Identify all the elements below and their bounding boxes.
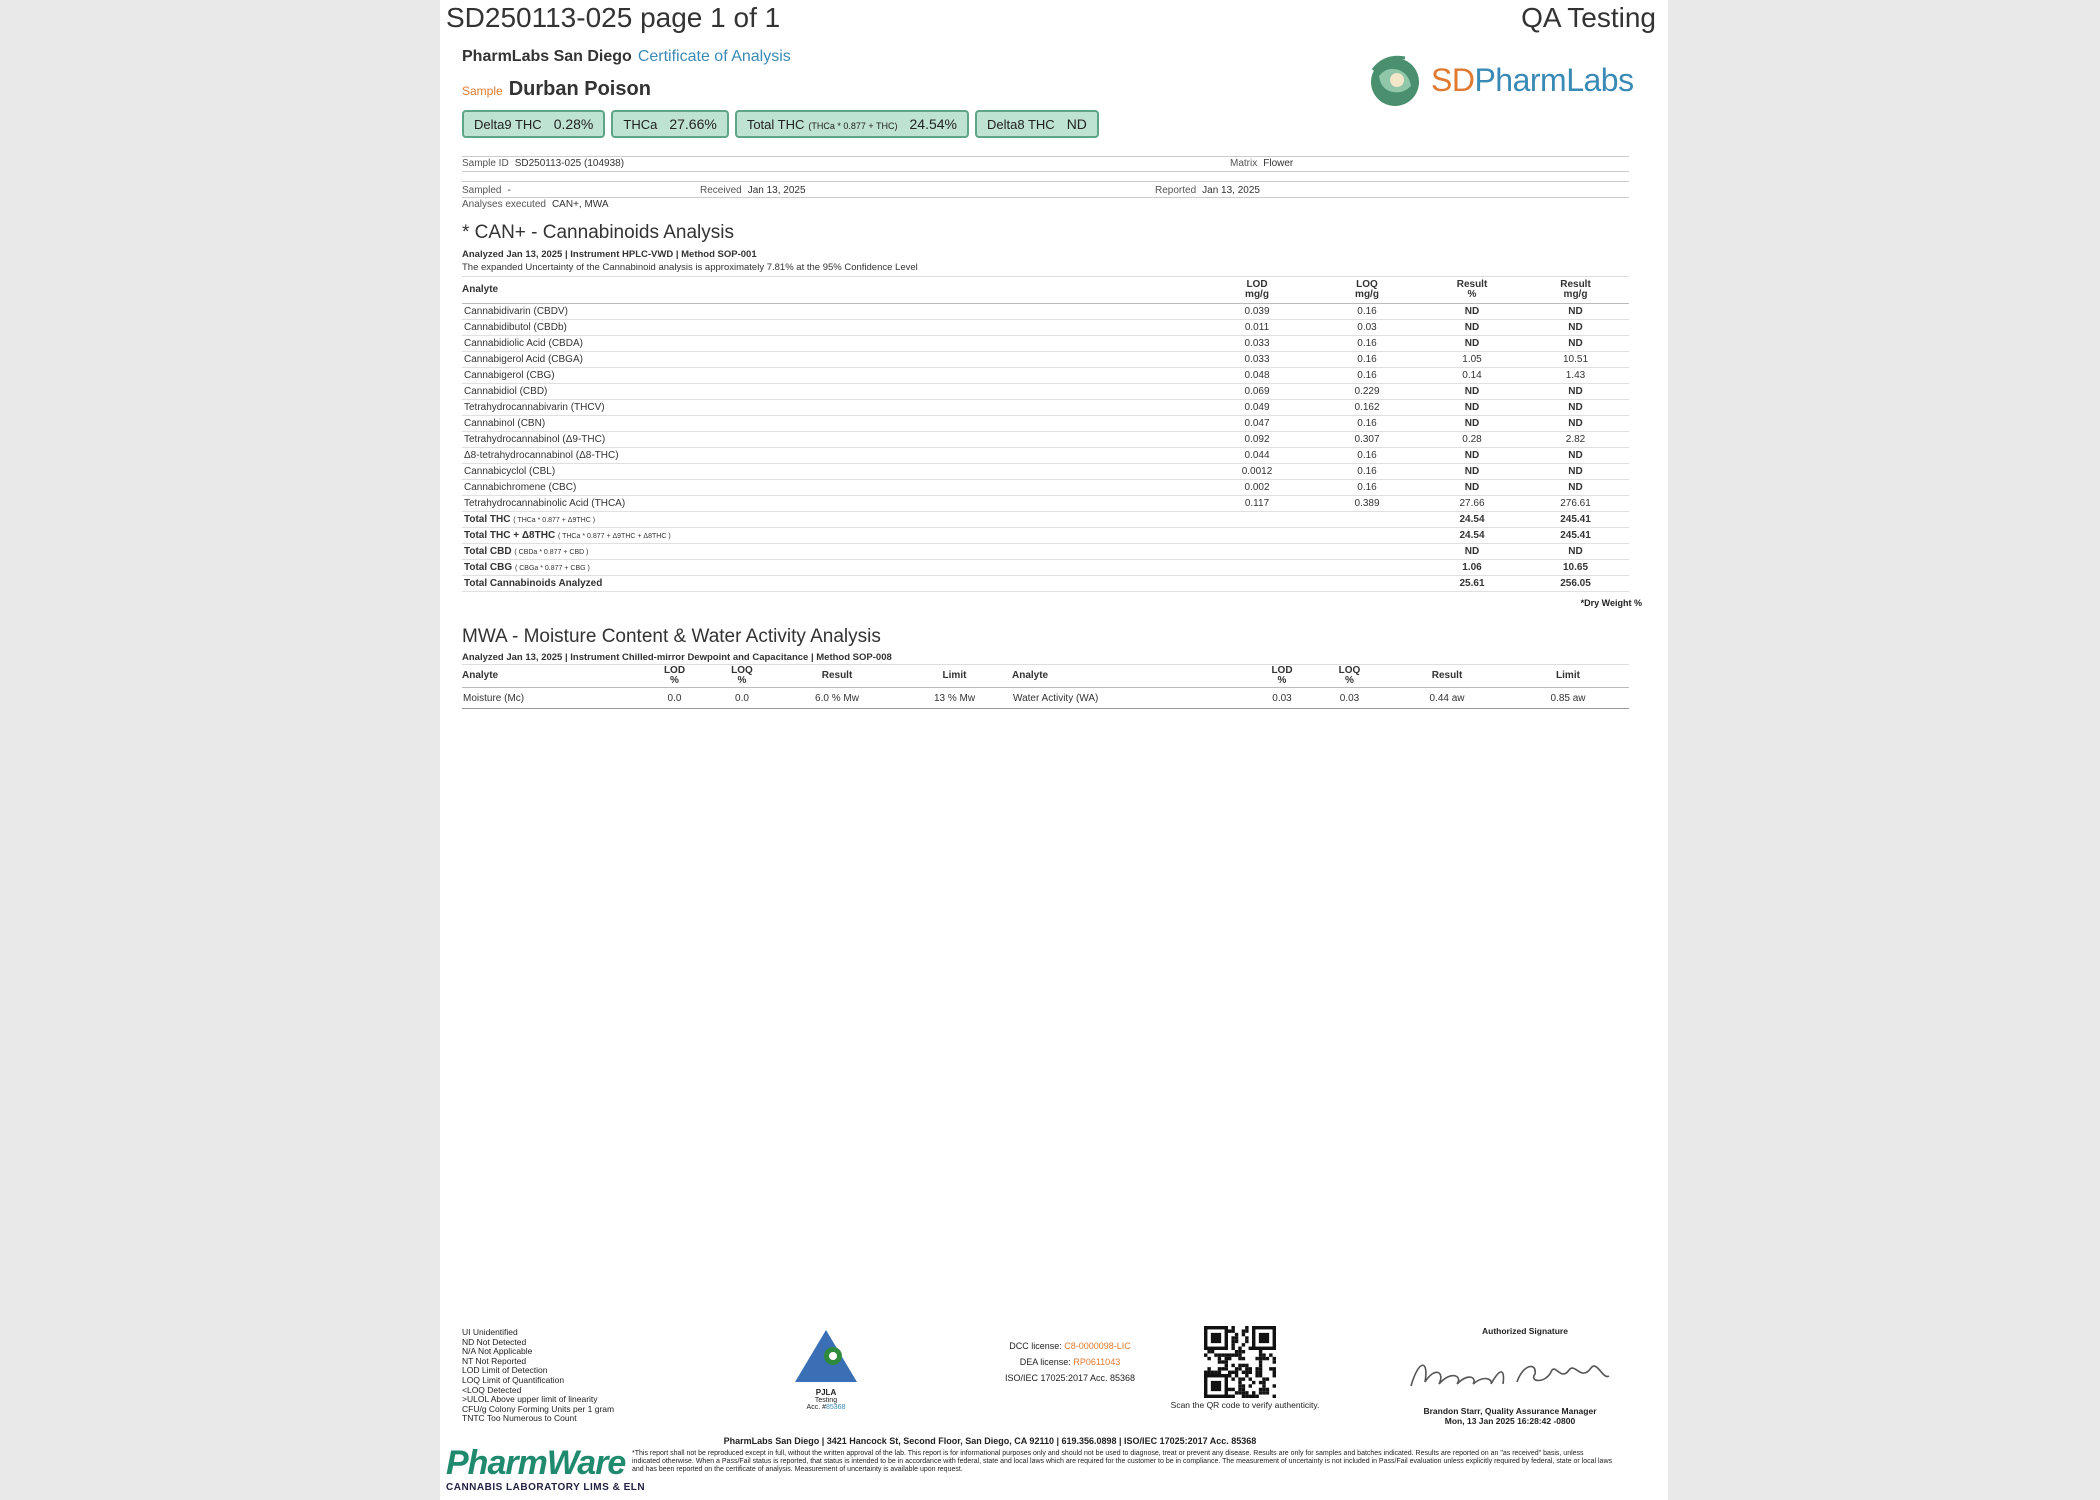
analyte-name: Δ8-tetrahydrocannabinol (Δ8-THC): [462, 448, 1202, 464]
sample-title: [462, 78, 651, 101]
table-row: [462, 320, 1629, 336]
sample-name: Durban Poison: [508, 78, 651, 100]
mwa-col-loq: [707, 665, 777, 688]
empty-cell: [1312, 528, 1422, 544]
total-pct: 24.54: [1422, 512, 1522, 528]
result-pct: ND: [1422, 416, 1522, 432]
wa-lod: 0.03: [1252, 688, 1312, 709]
empty-cell: [1202, 512, 1312, 528]
result-pct: 1.05: [1422, 352, 1522, 368]
sample-id-field: [462, 158, 624, 169]
analyte-name: Cannabinol (CBN): [462, 416, 1202, 432]
matrix-value: Flower: [1263, 158, 1294, 169]
dea-license: [980, 1354, 1160, 1370]
mwa-lod-label-2: LOD: [1271, 665, 1293, 676]
total-row: [462, 560, 1629, 576]
result-mg: ND: [1522, 336, 1629, 352]
moisture-analyte: Moisture (Mc): [462, 688, 642, 709]
mwa-col-lod-2: [1252, 665, 1312, 688]
abbreviation-legend: [462, 1328, 614, 1424]
result-mg: ND: [1522, 304, 1629, 320]
lab-address: PharmLabs San Diego | 3421 Hancock St, Second Floor, San Diego, CA 92110 | 619.356.0898 | ISO/IEC 17025:2017 Acc. 85368: [723, 1436, 1257, 1446]
total-pct: 1.06: [1422, 560, 1522, 576]
mwa-loq-label: LOQ: [731, 665, 753, 676]
legend-item: LOD Limit of Detection: [462, 1365, 548, 1376]
table-row: [462, 416, 1629, 432]
can-section-title: * CAN+ - Cannabinoids Analysis: [462, 222, 734, 243]
loq-value: 0.16: [1312, 368, 1422, 384]
result-mg: 2.82: [1522, 432, 1629, 448]
dea-label: DEA license:: [1019, 1357, 1071, 1367]
lod-value: 0.092: [1202, 432, 1312, 448]
qa-status: QA Testing: [1521, 2, 1656, 33]
mwa-lod-label: LOD: [663, 665, 686, 676]
analyte-name: Tetrahydrocannabivarin (THCV): [462, 400, 1202, 416]
loq-value: 0.229: [1312, 384, 1422, 400]
analyte-name: Cannabichromene (CBC): [462, 480, 1202, 496]
mwa-col-loq-2: [1312, 665, 1387, 688]
loq-value: 0.16: [1312, 304, 1422, 320]
result-pct: ND: [1422, 384, 1522, 400]
result-pct: 0.28: [1422, 432, 1522, 448]
lod-value: 0.044: [1202, 448, 1312, 464]
total-formula: ( THCa * 0.877 + Δ9THC ): [513, 517, 596, 524]
sampled-value: -: [507, 185, 511, 196]
table-row: [462, 384, 1629, 400]
analyte-name: Tetrahydrocannabinolic Acid (THCA): [462, 496, 1202, 512]
mwa-col-analyte-2: Analyte: [1012, 665, 1252, 688]
badge-value: 27.66%: [669, 116, 717, 132]
logo-sd: SD: [1431, 61, 1475, 98]
badge-label: Delta9 THC: [474, 117, 542, 132]
table-row: [462, 448, 1629, 464]
lod-value: 0.002: [1202, 480, 1312, 496]
mwa-col-lod: [642, 665, 707, 688]
mwa-col-limit-2: Limit: [1507, 665, 1629, 688]
empty-cell: [1202, 576, 1312, 592]
legend-item: <LOQ Detected: [462, 1384, 522, 1395]
sampled-label: Sampled: [462, 185, 502, 196]
mwa-col-result: Result: [777, 665, 897, 688]
legend-item: TNTC Too Numerous to Count: [462, 1413, 577, 1424]
coa-page: [440, 0, 1668, 1500]
table-row: [462, 336, 1629, 352]
mwa-subtitle: Analyzed Jan 13, 2025 | Instrument Chilled-mirror Dewpoint and Capacitance | Method SOP-008: [462, 652, 892, 663]
analyte-name: Cannabidibutol (CBDb): [462, 320, 1202, 336]
moisture-result: 6.0 % Mw: [777, 688, 897, 709]
result-pct: ND: [1422, 480, 1522, 496]
page-header: [446, 0, 1656, 36]
result-mg: ND: [1522, 384, 1629, 400]
total-label: [462, 544, 1202, 560]
table-header-row: [462, 277, 1629, 304]
dea-value: RP0611043: [1073, 1357, 1121, 1367]
loq-value: 0.16: [1312, 464, 1422, 480]
sample-label: Sample: [462, 84, 503, 98]
mwa-loq-unit: %: [737, 675, 747, 686]
lod-value: 0.069: [1202, 384, 1312, 400]
col-r1-label: Result: [1456, 279, 1488, 290]
badge-delta9-thc: [462, 110, 605, 138]
lab-name: PharmLabs San Diego: [462, 48, 632, 65]
received-label: Received: [700, 185, 742, 196]
result-mg: ND: [1522, 464, 1629, 480]
total-mg: ND: [1522, 544, 1629, 560]
moisture-loq: 0.0: [707, 688, 777, 709]
col-lod-unit: mg/g: [1245, 289, 1269, 300]
total-formula: ( THCa * 0.877 + Δ9THC + Δ8THC ): [557, 533, 671, 540]
col-result-mg: [1522, 277, 1629, 304]
col-analyte: Analyte: [462, 277, 1202, 304]
analyte-name: Tetrahydrocannabinol (Δ9-THC): [462, 432, 1202, 448]
result-mg: ND: [1522, 416, 1629, 432]
can-subtitle: Analyzed Jan 13, 2025 | Instrument HPLC-VWD | Method SOP-001: [462, 249, 757, 260]
lod-value: 0.033: [1202, 336, 1312, 352]
reported-field: [1155, 185, 1260, 196]
analyte-name: Cannabidiol (CBD): [462, 384, 1202, 400]
legend-item: LOQ Limit of Quantification: [462, 1374, 565, 1385]
table-row: [462, 368, 1629, 384]
wa-analyte: Water Activity (WA): [1012, 688, 1252, 709]
result-pct: ND: [1422, 400, 1522, 416]
table-row: [462, 464, 1629, 480]
total-pct: ND: [1422, 544, 1522, 560]
lod-value: 0.117: [1202, 496, 1312, 512]
analyses-label: Analyses executed: [462, 199, 546, 210]
total-label: [462, 560, 1202, 576]
total-label: [462, 528, 1202, 544]
mwa-col-limit: Limit: [897, 665, 1012, 688]
disclaimer: *This report shall not be reproduced except in full, without the written approval of the lab. This report is for informational purposes only and should not be used to diagnose, treat or prevent any disease. Results are only for samples and batches indicated. Results are reported on an "as received" basis, unless indicated otherwise. When a Pass/Fail status is reported, that status is intended to be in accordance with federal, state and local laws which are required for the customer to be in compliance. The measurement of uncertainty is not included in Pass/Fail evaluation unless explicitly required by federal, state or local laws and has been reported on the certificate of analysis. Measurement of uncertainty is available upon request.: [632, 1450, 1612, 1473]
mwa-loq-unit-2: %: [1345, 675, 1354, 686]
badge-value: 0.28%: [553, 116, 594, 132]
signature-date: Mon, 13 Jan 2025 16:28:42 -0800: [1444, 1416, 1576, 1426]
mwa-section-title: MWA - Moisture Content & Water Activity Analysis: [462, 626, 881, 647]
lod-value: 0.011: [1202, 320, 1312, 336]
wa-loq: 0.03: [1312, 688, 1387, 709]
loq-value: 0.162: [1312, 400, 1422, 416]
loq-value: 0.307: [1312, 432, 1422, 448]
total-formula: ( CBDa * 0.877 + CBD ): [514, 549, 589, 556]
mwa-header-row: [462, 665, 1629, 688]
result-mg: ND: [1522, 448, 1629, 464]
col-loq-unit: mg/g: [1355, 289, 1379, 300]
result-mg: 1.43: [1522, 368, 1629, 384]
result-mg: ND: [1522, 480, 1629, 496]
loq-value: 0.16: [1312, 352, 1422, 368]
total-row: [462, 544, 1629, 560]
table-row: [462, 304, 1629, 320]
signature-scribble-icon: [1405, 1352, 1615, 1396]
wa-result: 0.44 aw: [1387, 688, 1507, 709]
result-pct: ND: [1422, 448, 1522, 464]
loq-value: 0.16: [1312, 336, 1422, 352]
empty-cell: [1202, 560, 1312, 576]
total-label: [462, 512, 1202, 528]
mwa-lod-unit: %: [670, 675, 679, 686]
empty-cell: [1312, 512, 1422, 528]
mwa-col-result-2: Result: [1387, 665, 1507, 688]
result-pct: ND: [1422, 320, 1522, 336]
analyses-value: CAN+, MWA: [551, 199, 609, 210]
matrix-field: [1230, 158, 1293, 169]
logo-pharmlabs: PharmLabs: [1474, 61, 1634, 98]
badge-value: ND: [1066, 116, 1087, 132]
col-result-pct: [1422, 277, 1522, 304]
legend-item: ND Not Detected: [462, 1336, 527, 1347]
badge-formula: (THCa * 0.877 + THC): [808, 121, 898, 131]
iso-accreditation: ISO/IEC 17025:2017 Acc. 85368: [1004, 1373, 1136, 1383]
lod-value: 0.049: [1202, 400, 1312, 416]
total-row: [462, 512, 1629, 528]
mwa-col-analyte: Analyte: [462, 665, 642, 688]
total-name: Total CBD: [464, 546, 512, 557]
moisture-lod: 0.0: [642, 688, 707, 709]
signer-name: Brandon Starr, Quality Assurance Manager: [1423, 1406, 1597, 1416]
moisture-limit: 13 % Mw: [897, 688, 1012, 709]
matrix-label: Matrix: [1230, 158, 1258, 169]
table-row: [462, 432, 1629, 448]
cannabinoid-table: [462, 276, 1629, 592]
result-pct: 27.66: [1422, 496, 1522, 512]
lod-value: 0.039: [1202, 304, 1312, 320]
badge-thca: [611, 110, 728, 138]
qr-caption: Scan the QR code to verify authenticity.: [1170, 1400, 1320, 1410]
pjla-acc: [788, 1404, 864, 1411]
total-row: [462, 528, 1629, 544]
table-row: [462, 480, 1629, 496]
mwa-row: [462, 688, 1629, 709]
badge-total-thc: [735, 110, 969, 138]
sampled-field: [462, 185, 511, 196]
total-mg: 245.41: [1522, 528, 1629, 544]
reported-value: Jan 13, 2025: [1202, 185, 1260, 196]
table-row: [462, 352, 1629, 368]
loq-value: 0.16: [1312, 448, 1422, 464]
total-row: [462, 576, 1629, 592]
analyses-field: [462, 199, 609, 210]
result-pct: ND: [1422, 304, 1522, 320]
total-name: Total THC: [464, 514, 511, 525]
handwritten-signature: [1390, 1352, 1630, 1404]
lod-value: 0.047: [1202, 416, 1312, 432]
legend-item: NT Not Reported: [462, 1355, 527, 1366]
can-uncertainty: The expanded Uncertainty of the Cannabinoid analysis is approximately 7.81% at the 95% Confidence Level: [462, 262, 918, 273]
sample-id-label: Sample ID: [462, 158, 509, 169]
col-r2-unit: mg/g: [1563, 289, 1588, 300]
logo-wordmark: [1431, 62, 1634, 99]
pjla-acc-label: Acc. #: [806, 1404, 826, 1411]
legend-item: N/A Not Applicable: [462, 1346, 533, 1357]
sdpharmlabs-logo: [1365, 52, 1634, 108]
table-row: [462, 496, 1629, 512]
loq-value: 0.389: [1312, 496, 1422, 512]
empty-cell: [1202, 528, 1312, 544]
badge-value: 24.54%: [909, 116, 957, 132]
analyte-name: Cannabidivarin (CBDV): [462, 304, 1202, 320]
result-mg: ND: [1522, 400, 1629, 416]
legend-item: >ULOL Above upper limit of linearity: [462, 1394, 598, 1405]
mwa-lod-unit-2: %: [1277, 675, 1287, 686]
pharmware-tagline: CANNABIS LABORATORY LIMS & ELN: [446, 1482, 646, 1493]
dcc-label: DCC license:: [1009, 1341, 1062, 1351]
total-name: Total THC + Δ8THC: [464, 530, 556, 541]
empty-cell: [1202, 544, 1312, 560]
total-mg: 10.65: [1522, 560, 1629, 576]
total-mg: 245.41: [1522, 512, 1629, 528]
received-value: Jan 13, 2025: [747, 185, 806, 196]
pjla-accreditation: [788, 1326, 864, 1411]
signature-title: Authorized Signature: [1482, 1326, 1568, 1336]
result-mg: 10.51: [1522, 352, 1629, 368]
badge-label: Delta8 THC: [987, 117, 1055, 132]
empty-cell: [1312, 544, 1422, 560]
lod-value: 0.048: [1202, 368, 1312, 384]
table-row: [462, 400, 1629, 416]
reported-label: Reported: [1155, 185, 1197, 196]
badge-delta8-thc: [975, 110, 1099, 138]
result-pct: ND: [1422, 336, 1522, 352]
analyte-name: Cannabigerol Acid (CBGA): [462, 352, 1202, 368]
dcc-value: C8-0000098-LIC: [1064, 1341, 1131, 1351]
col-lod-label: LOD: [1246, 279, 1268, 290]
dry-weight-note: *Dry Weight %: [1580, 598, 1642, 608]
badge-label: THCa: [623, 117, 658, 132]
legend-item: CFU/g Colony Forming Units per 1 gram: [462, 1403, 615, 1414]
col-loq-label: LOQ: [1356, 279, 1378, 290]
qr-code[interactable]: [1204, 1326, 1276, 1398]
pjla-sub: Testing: [814, 1397, 838, 1404]
total-name: Total CBG: [464, 562, 513, 573]
doc-id-page: SD250113-025 page 1 of 1: [446, 2, 781, 33]
analyte-name: Cannabicyclol (CBL): [462, 464, 1202, 480]
empty-cell: [1312, 576, 1422, 592]
pjla-acc-number: 85368: [825, 1404, 846, 1411]
total-label: [462, 576, 1202, 592]
total-pct: 25.61: [1422, 576, 1522, 592]
total-formula: ( CBGa * 0.877 + CBG ): [514, 565, 590, 572]
lod-value: 0.0012: [1202, 464, 1312, 480]
logo-globe-icon: [1365, 52, 1425, 108]
result-pct: ND: [1422, 464, 1522, 480]
dcc-license: [980, 1338, 1160, 1354]
col-lod: [1202, 277, 1312, 304]
doc-type: Certificate of Analysis: [637, 48, 791, 65]
pjla-name: PJLA: [815, 1388, 837, 1397]
signer: [1390, 1406, 1630, 1426]
col-loq: [1312, 277, 1422, 304]
total-pct: 24.54: [1422, 528, 1522, 544]
legend-item: UI Unidentified: [462, 1327, 518, 1337]
lab-title: [462, 48, 791, 66]
loq-value: 0.03: [1312, 320, 1422, 336]
empty-cell: [1312, 560, 1422, 576]
wa-limit: 0.85 aw: [1507, 688, 1629, 709]
loq-value: 0.16: [1312, 416, 1422, 432]
analyte-name: Cannabigerol (CBG): [462, 368, 1202, 384]
total-name: Total Cannabinoids Analyzed: [464, 578, 603, 589]
received-field: [700, 185, 806, 196]
col-r2-label: Result: [1560, 279, 1591, 290]
total-mg: 256.05: [1522, 576, 1629, 592]
result-mg: 276.61: [1522, 496, 1629, 512]
col-r1-unit: %: [1467, 289, 1477, 300]
badge-label: Total THC: [746, 117, 805, 132]
sample-id-value: SD250113-025 (104938): [514, 158, 625, 169]
loq-value: 0.16: [1312, 480, 1422, 496]
pharmware-logo: PharmWare: [446, 1444, 626, 1482]
lod-value: 0.033: [1202, 352, 1312, 368]
pjla-triangle-icon: [791, 1326, 861, 1386]
result-pct: 0.14: [1422, 368, 1522, 384]
result-mg: ND: [1522, 320, 1629, 336]
potency-badges: [462, 110, 1099, 138]
mwa-loq-label-2: LOQ: [1338, 665, 1361, 676]
moisture-table: [462, 664, 1629, 709]
license-block: [980, 1338, 1160, 1386]
analyte-name: Cannabidiolic Acid (CBDA): [462, 336, 1202, 352]
